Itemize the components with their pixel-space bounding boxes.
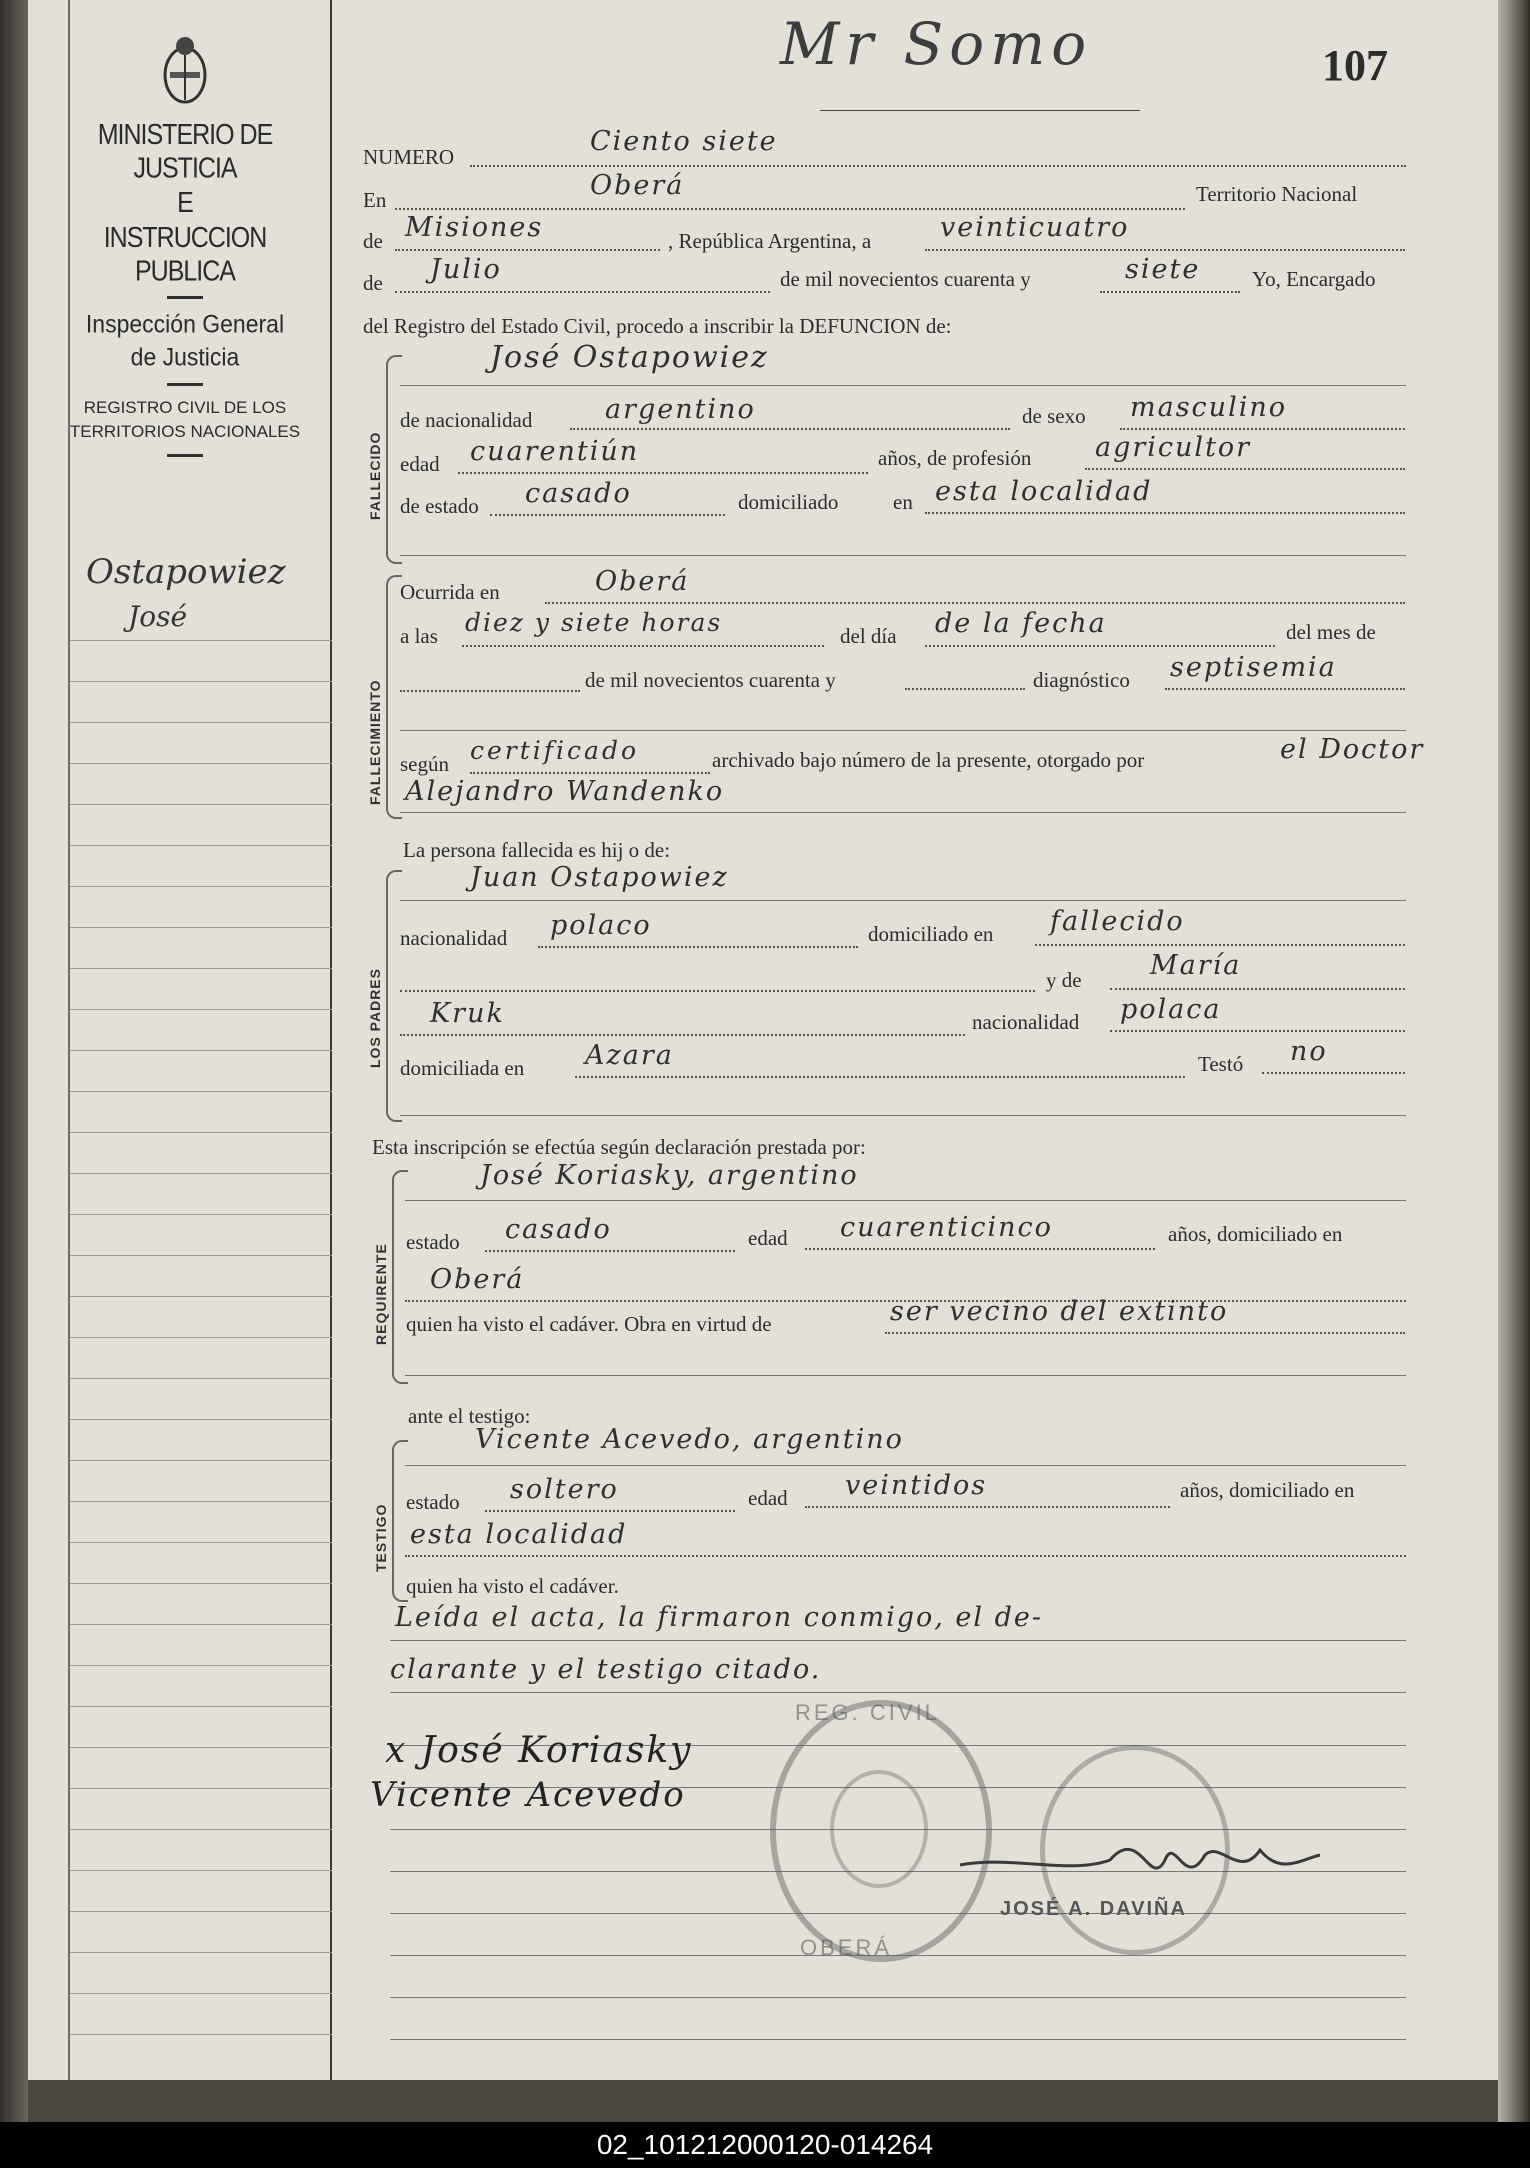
official-signature-icon: [950, 1820, 1330, 1900]
fill-line: [1110, 988, 1405, 990]
diagnostico-label: diagnóstico: [1033, 668, 1130, 692]
cierre-line-2: clarante y el testigo citado.: [390, 1654, 822, 1685]
ministry-header: [60, 30, 310, 469]
requirente-nombre: José Koriasky, argentino: [480, 1160, 859, 1191]
test-edad-value: veintidos: [845, 1470, 988, 1501]
encargado-label: Yo, Encargado: [1252, 267, 1376, 291]
madre-nac-label: nacionalidad: [972, 1010, 1080, 1034]
ledger-line: [70, 1706, 332, 1707]
stamp-officer-name: JOSÉ A. DAVIÑA: [1000, 1898, 1187, 1920]
inscripcion-label: Esta inscripción se efectúa según declaración prestada por:: [372, 1135, 866, 1159]
fill-line: [1035, 944, 1405, 946]
madre-nac-value: polaca: [1120, 994, 1222, 1025]
visto-label: quien ha visto el cadáver. Obra en virtud de: [406, 1312, 772, 1336]
delmes-label: del mes de: [1286, 620, 1376, 644]
segun-label: según: [400, 752, 449, 776]
fallecimiento-section-label: FALLECIMIENTO: [367, 679, 383, 805]
section-brace: [386, 575, 402, 819]
padre-dom-label: domiciliado en: [868, 922, 994, 946]
ledger-line: [70, 640, 332, 641]
dia-value: veinticuatro: [940, 212, 1130, 243]
ledger-line: [70, 1583, 332, 1584]
divider: [167, 454, 203, 457]
registry-line-2: TERRITORIOS NACIONALES: [69, 422, 301, 441]
fill-line: [1100, 291, 1240, 293]
req-edad-label: edad: [748, 1226, 788, 1250]
testigo-nombre: Vicente Acevedo, argentino: [475, 1424, 904, 1455]
sexo-label: de sexo: [1022, 404, 1086, 428]
fill-line: [1165, 688, 1405, 690]
estado-label: de estado: [400, 494, 479, 518]
fill-line: [395, 208, 1185, 210]
numero-value: Ciento siete: [590, 126, 778, 157]
localidad-value: Oberá: [590, 170, 685, 201]
alas-label: a las: [400, 624, 438, 648]
margin-given-name: José: [128, 600, 188, 633]
archivado-label: archivado bajo número de la presente, otorgado por: [712, 748, 1145, 772]
ledger-line: [70, 1296, 332, 1297]
de-label: de: [363, 229, 383, 253]
stamp-inner-ring: [830, 1770, 928, 1888]
req-edad-value: cuarenticinco: [840, 1212, 1053, 1243]
en-label: En: [363, 188, 387, 212]
fill-line: [400, 812, 1406, 813]
ledger-line: [70, 722, 332, 723]
fill-line: [905, 688, 1025, 690]
ledger-line: [70, 1829, 332, 1830]
req-dom-label: años, domiciliado en: [1168, 1222, 1343, 1246]
virtud-value: ser vecino del extinto: [890, 1296, 1229, 1327]
divider: [167, 383, 203, 386]
ledger-line: [70, 1173, 332, 1174]
de-label-2: de: [363, 271, 383, 295]
ledger-line: [70, 1214, 332, 1215]
fill-line: [405, 1555, 1406, 1557]
numero-label: NUMERO: [363, 145, 455, 169]
inspection-line-1: Inspección General: [85, 309, 285, 339]
fill-line: [400, 1115, 1406, 1116]
fill-line: [470, 165, 1406, 167]
fill-line: [462, 645, 824, 647]
ledger-line: [70, 927, 332, 928]
anio-label: de mil novecientos cuarenta y: [780, 267, 1031, 291]
republica-label: , República Argentina, a: [668, 229, 872, 253]
ledger-line: [70, 886, 332, 887]
divider: [167, 296, 203, 299]
stamp-text-top: REG. CIVIL: [795, 1700, 940, 1725]
edad-value: cuarentiún: [470, 436, 640, 467]
fill-line: [405, 1375, 1406, 1376]
ledger-line: [70, 1132, 332, 1133]
inspection-line-2: de Justicia: [130, 342, 240, 372]
margin-surname: Ostapowiez: [86, 552, 286, 592]
fill-line: [395, 291, 770, 293]
fill-line: [405, 1465, 1406, 1466]
padre-nac-label: nacionalidad: [400, 926, 508, 950]
testo-value: no: [1290, 1036, 1328, 1067]
ledger-line: [70, 1050, 332, 1051]
madre-nombre-2: Kruk: [430, 998, 505, 1029]
book-gutter: [0, 0, 28, 2122]
fill-line: [400, 1034, 965, 1036]
fill-line: [570, 428, 1010, 430]
provincia-value: Misiones: [405, 212, 544, 243]
ledger-line: [70, 1255, 332, 1256]
medico-value-2: Alejandro Wandenko: [405, 776, 725, 807]
padres-section-label: LOS PADRES: [367, 968, 383, 1068]
madre-dom-value: Azara: [585, 1040, 674, 1071]
requirente-section-label: REQUIRENTE: [373, 1243, 389, 1345]
fill-line: [805, 1506, 1170, 1508]
ministry-line-2: E: [177, 186, 193, 220]
coat-of-arms-icon: [160, 30, 210, 110]
ledger-line: [70, 1419, 332, 1420]
nacionalidad-label: de nacionalidad: [400, 408, 533, 432]
fill-line: [485, 1510, 735, 1512]
signature-declarant: x José Koriasky: [385, 1730, 693, 1771]
padre-dom-value: fallecido: [1050, 906, 1185, 937]
fill-line: [490, 514, 725, 516]
medico-value-1: el Doctor: [1280, 734, 1425, 765]
en-label-3: en: [893, 490, 913, 514]
ledger-line: [70, 1460, 332, 1461]
stamp-text-bottom: OBERÁ: [800, 1935, 893, 1960]
ledger-line: [70, 763, 332, 764]
header-scribble: Mr Somo: [780, 10, 1093, 78]
req-estado-value: casado: [505, 1214, 612, 1245]
fill-line: [395, 249, 660, 251]
diagnostico-value: septisemia: [1170, 652, 1337, 683]
ledger-line: [70, 1870, 332, 1871]
ante-label: ante el testigo:: [408, 1404, 531, 1428]
fill-line: [538, 946, 858, 948]
ledger-line: [70, 1378, 332, 1379]
section-brace: [386, 870, 402, 1122]
hora-value: diez y siete horas: [465, 608, 723, 637]
fill-line: [405, 1200, 1406, 1201]
ministry-line-3: INSTRUCCION PUBLICA: [103, 221, 267, 288]
estado-value: casado: [525, 478, 632, 509]
ledger-line: [70, 1501, 332, 1502]
ledger-line: [390, 1997, 1406, 1998]
fill-line: [485, 1250, 735, 1252]
domiciliado-label: domiciliado: [738, 490, 839, 514]
padre-nac-value: polaco: [550, 910, 652, 941]
fill-line: [400, 690, 580, 692]
fill-line: [545, 602, 1405, 604]
sexo-value: masculino: [1130, 392, 1287, 423]
padre-nombre: Juan Ostapowiez: [470, 862, 729, 893]
fill-line: [925, 645, 1275, 647]
fill-line: [575, 1076, 1185, 1078]
fill-line: [390, 1640, 1406, 1641]
domicilio-value: esta localidad: [935, 476, 1153, 507]
ledger-line: [70, 1952, 332, 1953]
ministry-line-1: MINISTERIO DE JUSTICIA: [97, 118, 273, 185]
fill-line: [458, 472, 868, 474]
fill-line: [885, 1332, 1405, 1334]
profesion-label: años, de profesión: [878, 446, 1032, 470]
fallecido-nombre: José Ostapowiez: [490, 340, 769, 375]
ledger-line: [70, 1993, 332, 1994]
territorio-label: Territorio Nacional: [1196, 182, 1358, 206]
fill-line: [1110, 1030, 1405, 1032]
certificado-value: certificado: [470, 736, 639, 765]
ledger-line: [70, 1624, 332, 1625]
req-dom-value: Oberá: [430, 1264, 525, 1295]
signature-witness: Vicente Acevedo: [370, 1775, 686, 1815]
fill-line: [400, 990, 1035, 992]
test-visto-label: quien ha visto el cadáver.: [406, 1574, 619, 1598]
test-estado-value: soltero: [510, 1474, 619, 1505]
ledger-line: [70, 1337, 332, 1338]
fill-line: [390, 1692, 1406, 1693]
fill-line: [805, 1248, 1155, 1250]
ledger-line: [70, 845, 332, 846]
ledger-line: [390, 2039, 1406, 2040]
fill-line: [400, 730, 1406, 731]
fallecido-section-label: FALLECIDO: [367, 431, 383, 520]
madre-dom-label: domiciliada en: [400, 1056, 525, 1080]
ledger-line: [70, 1009, 332, 1010]
fill-line: [1085, 468, 1405, 470]
fill-line: [925, 512, 1405, 514]
page-number: 107: [1322, 41, 1388, 90]
ledger-line: [70, 1665, 332, 1666]
fill-line: [400, 385, 1406, 386]
anio2-label: de mil novecientos cuarenta y: [585, 668, 836, 692]
ledger-line: [70, 1788, 332, 1789]
ledger-line: [70, 681, 332, 682]
test-dom-label: años, domiciliado en: [1180, 1478, 1355, 1502]
ledger-line: [70, 1091, 332, 1092]
header-rule: [820, 110, 1140, 111]
testigo-section-label: TESTIGO: [373, 1503, 389, 1572]
nacionalidad-value: argentino: [605, 394, 756, 425]
fill-line: [400, 900, 1406, 901]
ledger-line: [70, 1747, 332, 1748]
section-brace: [392, 1170, 408, 1384]
anio-value: siete: [1125, 254, 1201, 285]
test-edad-label: edad: [748, 1486, 788, 1510]
test-dom-value: esta localidad: [410, 1519, 628, 1550]
ledger-line: [70, 1542, 332, 1543]
fill-line: [400, 555, 1406, 556]
page-edge: [1498, 0, 1530, 2122]
ocurrida-label: Ocurrida en: [400, 580, 500, 604]
fill-line: [925, 249, 1405, 251]
deldia-label: del día: [840, 624, 897, 648]
file-id-footer: 02_101212000120-014264: [0, 2122, 1530, 2168]
mes-value: Julio: [430, 254, 502, 285]
cierre-line-1: Leída el acta, la firmaron conmigo, el de-: [395, 1602, 1044, 1633]
ledger-line: [70, 804, 332, 805]
ledger-line: [70, 2034, 332, 2035]
dia-fecha-value: de la fecha: [935, 608, 1107, 639]
ledger-line: [70, 1911, 332, 1912]
fill-line: [1120, 428, 1405, 430]
hijo-label: La persona fallecida es hij o de:: [403, 838, 671, 862]
testo-label: Testó: [1198, 1052, 1244, 1076]
fill-line: [470, 772, 710, 774]
req-estado-label: estado: [406, 1230, 460, 1254]
madre-nombre-1: María: [1150, 950, 1242, 981]
ocurrida-value: Oberá: [595, 566, 690, 597]
test-estado-label: estado: [406, 1490, 460, 1514]
edad-label: edad: [400, 452, 440, 476]
registry-line-1: REGISTRO CIVIL DE LOS: [83, 398, 287, 417]
yde-label: y de: [1046, 968, 1082, 992]
registro-label: del Registro del Estado Civil, procedo a inscribir la DEFUNCION de:: [363, 314, 952, 338]
ledger-line: [70, 968, 332, 969]
fill-line: [1262, 1072, 1405, 1074]
profesion-value: agricultor: [1095, 432, 1252, 463]
